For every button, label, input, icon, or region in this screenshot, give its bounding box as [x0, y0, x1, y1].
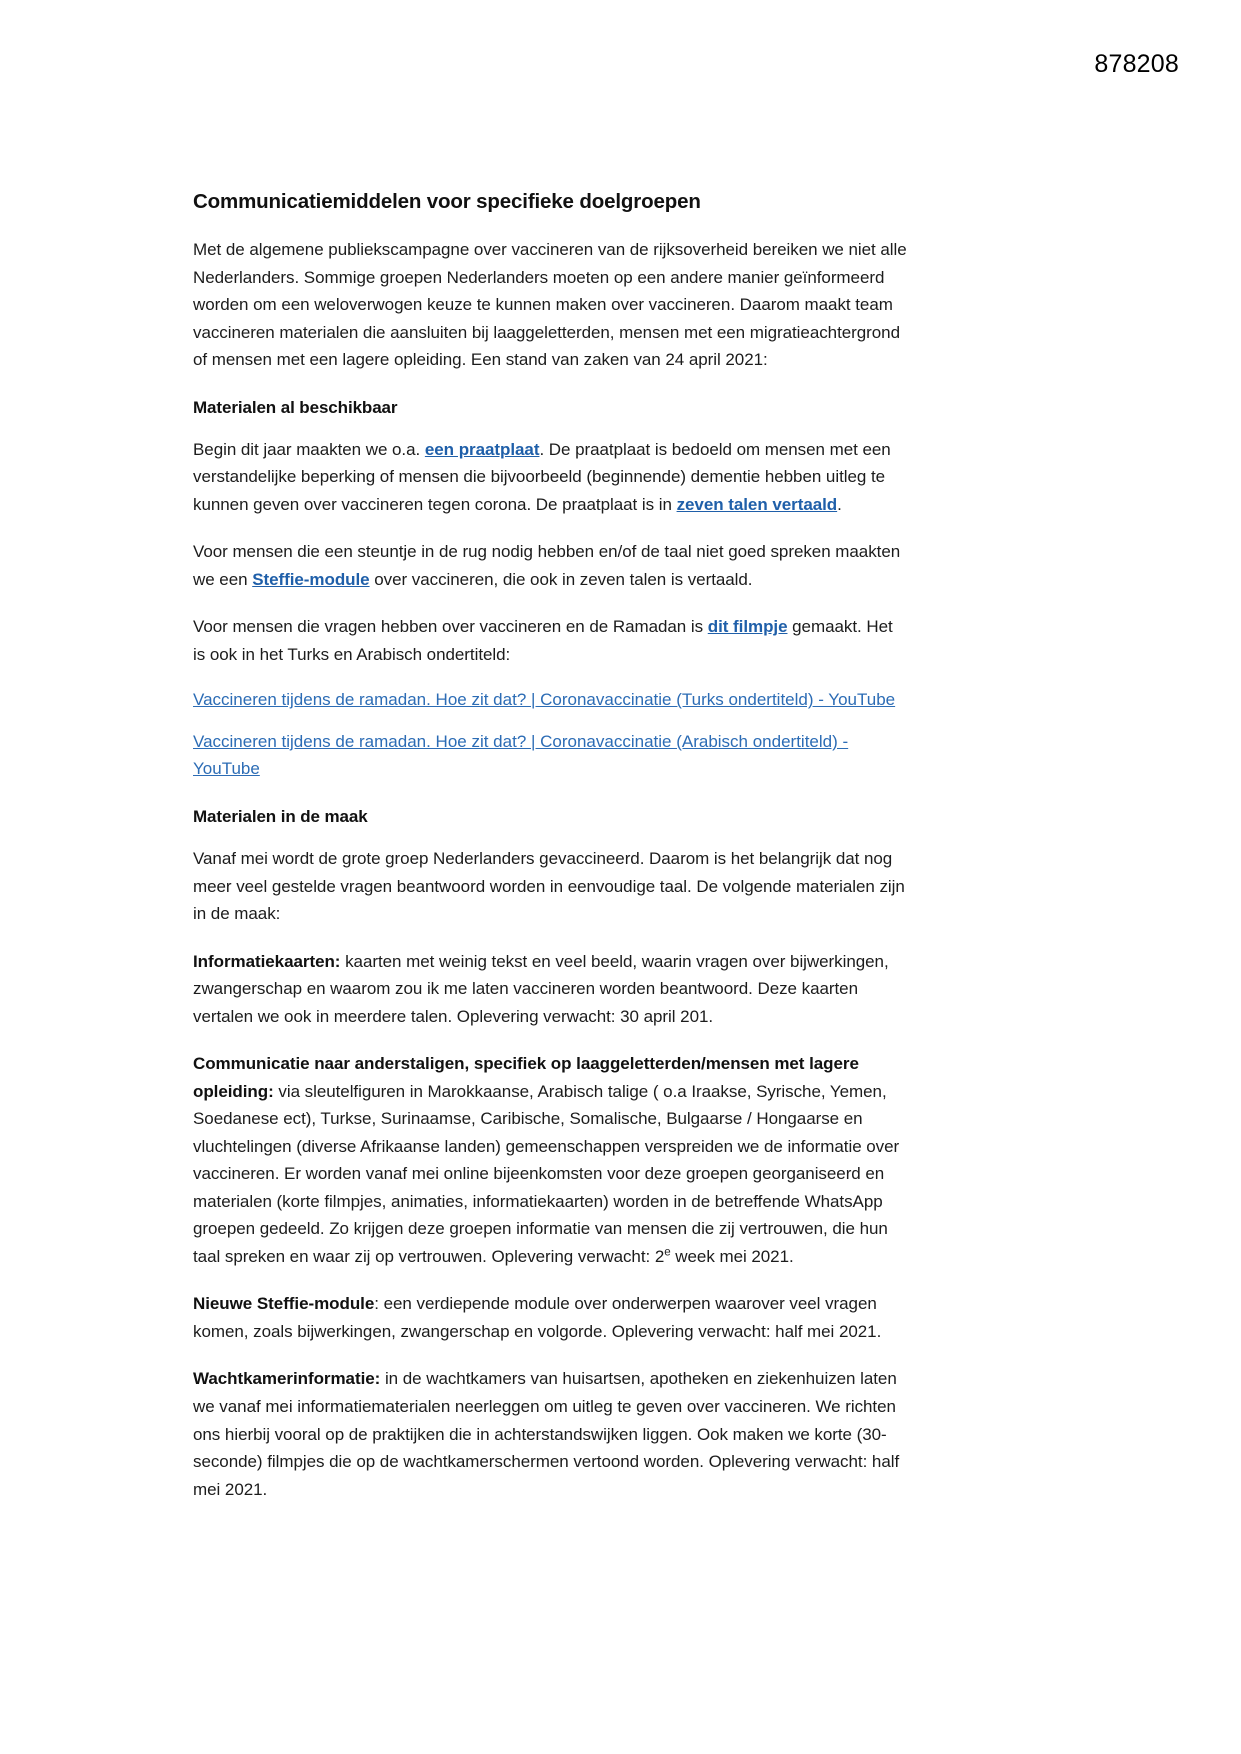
intro-paragraph: Met de algemene publiekscampagne over vaccineren van de rijksoverheid bereiken we niet alle Nederlanders. Sommige groepen Nederlanders moeten op een andere manier geïnformeerd worden om een weloverwogen keuze te kunnen maken over vaccineren. Daarom maakt team vaccineren materialen die aansluiten bij laaggeletterden, mensen met een migratieachtergrond of mensen met een lagere opleiding. Een stand van zaken van 24 april 2021: — [193, 240, 907, 370]
link-steffie-module[interactable]: Steffie-module — [252, 569, 370, 589]
youtube-link-row-arabisch — [193, 728, 908, 783]
paragraph-wachtkamerinformatie — [193, 1365, 908, 1503]
body-nieuwe-steffie-module: : een verdiepende module over onderwerpen waarover veel vragen komen, zoals bijwerkingen, zwangerschap en volgorde. Oplevering verwacht: half mei 2021. — [193, 1294, 882, 1341]
ramadan-text-before: Voor mensen die vragen hebben over vaccineren en de Ramadan is — [193, 617, 708, 637]
section-heading-materialen-in-de-maak: Materialen in de maak — [193, 806, 368, 826]
label-informatiekaarten: Informatiekaarten: — [193, 951, 341, 971]
paragraph-nieuwe-steffie-module — [193, 1290, 908, 1345]
page-title: Communicatiemiddelen voor specifieke doelgroepen — [193, 190, 701, 213]
youtube-link-row-turks — [193, 686, 908, 714]
label-communicatie-anderstaligen: Communicatie naar anderstaligen, specifiek op laaggeletterden/mensen met lagere opleiding: — [193, 1054, 859, 1101]
body-wachtkamerinformatie: in de wachtkamers van huisartsen, apotheken en ziekenhuizen laten we vanaf mei informatiematerialen neerleggen om uitleg te geven over vaccineren. We richten ons hierbij vooral op de praktijken die in achterstandswijken liggen. Ook maken we korte (30-seconde) filmpjes die op de wachtkamerschermen vertoond worden. Oplevering verwacht: half mei 2021. — [193, 1369, 900, 1499]
body-anderstaligen-part2: week mei 2021. — [670, 1246, 794, 1266]
paragraph-steffie-module — [193, 538, 908, 593]
ramadan-text-after: gemaakt. Het is ook in het Turks en Arabisch ondertiteld: — [193, 617, 893, 664]
link-youtube-arabisch-ondertiteld[interactable]: Vaccineren tijdens de ramadan. Hoe zit dat? | Coronavaccinatie (Arabisch ondertiteld) - YouTube — [193, 731, 849, 779]
paragraph-maak-intro: Vanaf mei wordt de grote groep Nederlanders gevaccineerd. Daarom is het belangrijk dat nog meer veel gestelde vragen beantwoord worden in eenvoudige taal. De volgende materialen zijn in de maak: — [193, 848, 905, 924]
body-informatiekaarten: kaarten met weinig tekst en veel beeld, waarin vragen over bijwerkingen, zwangerschap en waarom zou ik me laten vaccineren worden beantwoord. Deze kaarten vertalen we ook in meerdere talen. Oplevering verwacht: 30 april 201. — [193, 951, 889, 1026]
link-een-praatplaat[interactable]: een praatplaat — [424, 439, 540, 459]
praatplaat-text-before: Begin dit jaar maakten we o.a. — [193, 439, 425, 459]
link-youtube-turks-ondertiteld[interactable]: Vaccineren tijdens de ramadan. Hoe zit dat? | Coronavaccinatie (Turks ondertiteld) - YouTube — [193, 690, 896, 710]
paragraph-anderstaligen — [193, 1050, 908, 1270]
paragraph-ramadan — [193, 613, 908, 668]
body-anderstaligen-part1: via sleutelfiguren in Marokkaanse, Arabisch talige ( o.a Iraakse, Syrische, Yemen, Soedanese ect), Turkse, Surinaamse, Caribische, Somalische, Bulgaarse / Hongaarse en vluchtelingen (diverse Afrikaanse landen) gemeenschappen verspreiden we de informatie over vaccineren. Er worden vanaf mei online bijeenkomsten voor deze groepen georganiseerd en materialen (korte filmpjes, animaties, informatiekaarten) worden in de betreffende WhatsApp groepen gedeeld. Zo krijgen deze groepen informatie van mensen die zij vertrouwen, die hun taal spreken en waar zij op vertrouwen. Oplevering verwacht: 2 — [193, 1081, 900, 1266]
link-zeven-talen-vertaald[interactable]: zeven talen vertaald — [676, 494, 838, 514]
steffie-text-after: over vaccineren, die ook in zeven talen is vertaald. — [369, 569, 753, 589]
paragraph-informatiekaarten — [193, 948, 908, 1031]
praatplaat-text-after: . — [837, 494, 842, 514]
label-wachtkamerinformatie: Wachtkamerinformatie: — [193, 1369, 381, 1389]
page-number: 878208 — [1094, 50, 1179, 78]
praatplaat-text-middle: . De praatplaat is bedoeld om mensen met een verstandelijke beperking of mensen die bijvoorbeeld (beginnende) dementie hebben uitleg te kunnen geven over vaccineren tegen corona. De praatplaat is in — [193, 439, 891, 514]
ordinal-suffix: e — [664, 1246, 671, 1259]
document-body — [193, 190, 908, 1523]
section-heading-materialen-beschikbaar: Materialen al beschikbaar — [193, 397, 398, 417]
link-dit-filmpje[interactable]: dit filmpje — [707, 617, 788, 637]
steffie-text-before: Voor mensen die een steuntje in de rug nodig hebben en/of de taal niet goed spreken maakten we een — [193, 542, 901, 589]
paragraph-praatplaat — [193, 436, 908, 519]
label-nieuwe-steffie-module: Nieuwe Steffie-module — [193, 1294, 375, 1314]
